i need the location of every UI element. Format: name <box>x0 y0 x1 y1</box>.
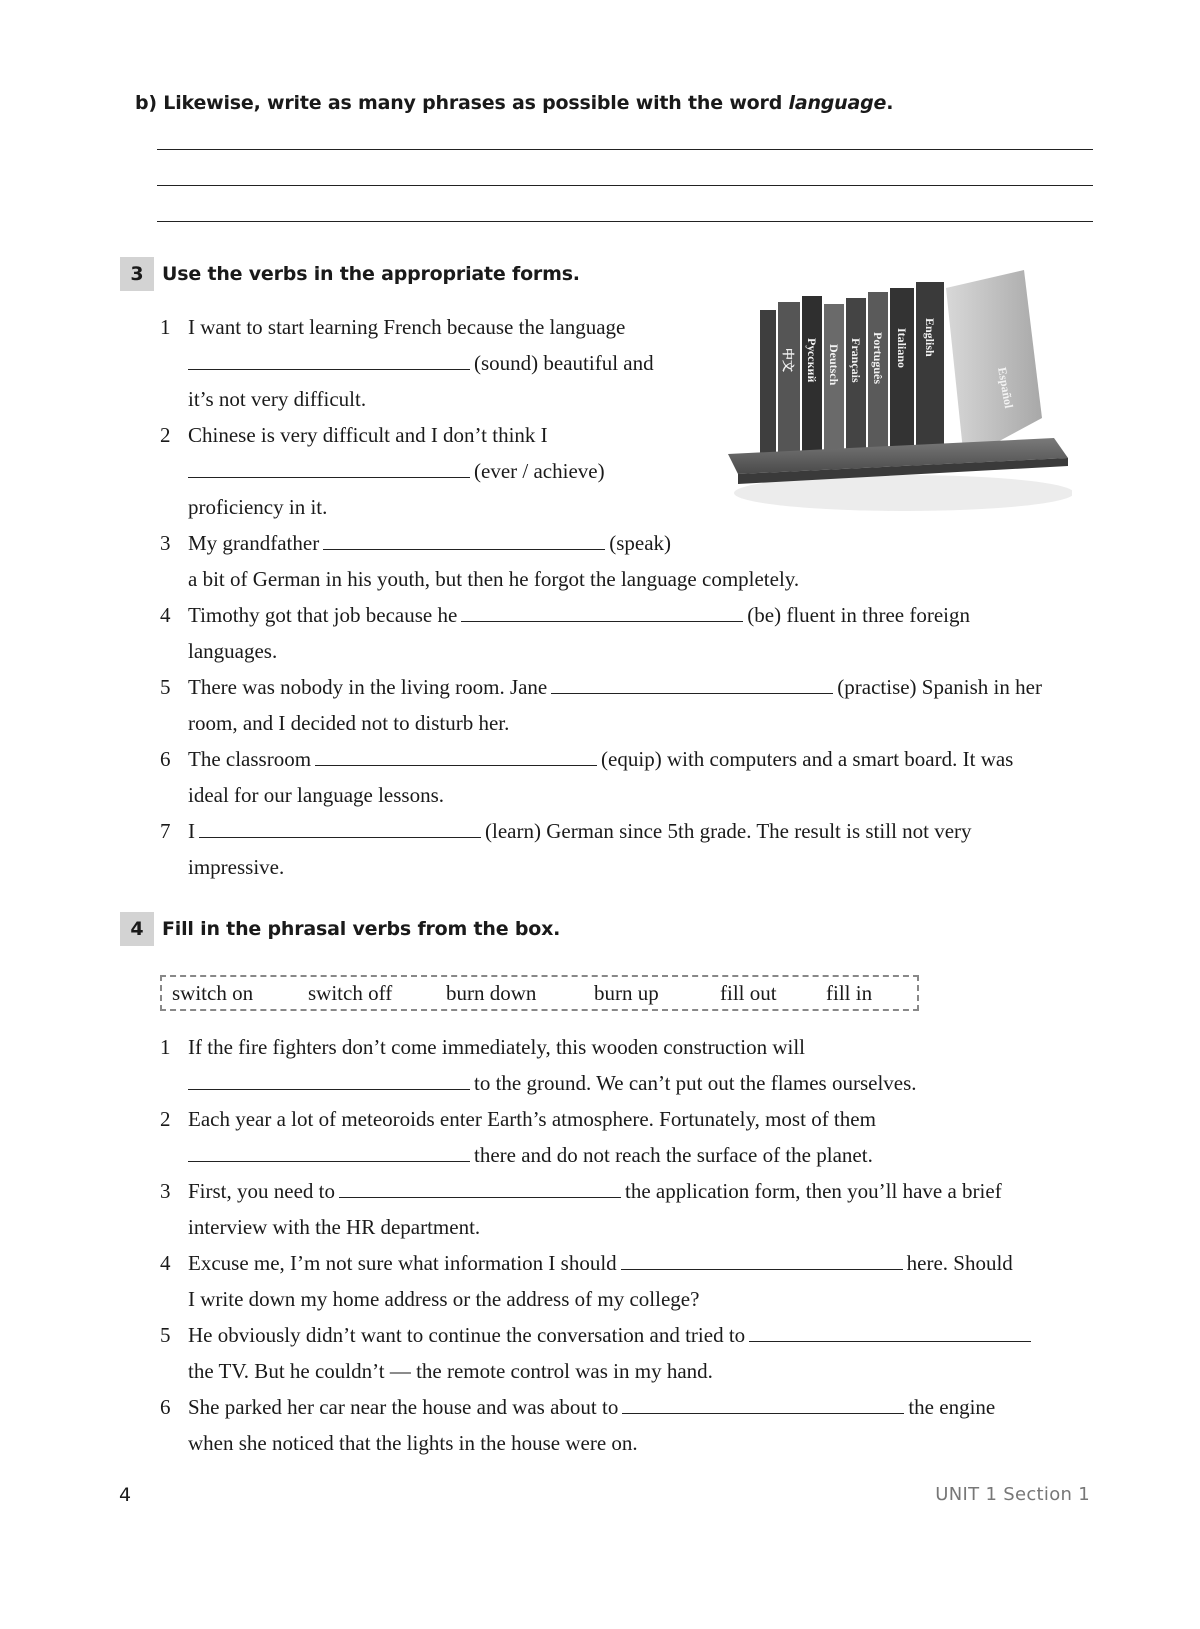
exercise-4-title: Fill in the phrasal verbs from the box. <box>162 918 561 940</box>
ex3-item5-line1 <box>188 675 1042 699</box>
spine-label: Русский <box>805 338 819 383</box>
unit-section-label: UNIT 1 Section 1 <box>935 1484 1090 1505</box>
answer-blank[interactable] <box>339 1197 621 1198</box>
answer-blank[interactable] <box>323 549 605 550</box>
box-word: fill in <box>826 981 873 1005</box>
exercise-3-number: 3 <box>120 257 154 291</box>
task-b-heading <box>135 92 893 114</box>
write-line-2[interactable] <box>157 185 1093 186</box>
ex3-item3-line1 <box>188 531 671 555</box>
answer-blank[interactable] <box>461 621 743 622</box>
answer-blank[interactable] <box>315 765 597 766</box>
ex4-item1-line1: If the fire fighters don’t come immediately, this wooden construction will <box>188 1035 806 1059</box>
answer-blank[interactable] <box>551 693 833 694</box>
sentence-text: Timothy got that job because he <box>188 603 458 627</box>
ex3-item2-line3: proficiency in it. <box>188 495 328 519</box>
ex3-item1-line2 <box>188 351 654 375</box>
ex3-item4-line1 <box>188 603 970 627</box>
ex3-item6-line2: ideal for our language lessons. <box>188 783 445 807</box>
ex4-item4-line2: I write down my home address or the address of my college? <box>188 1287 700 1311</box>
task-b-suffix: . <box>886 92 894 114</box>
book-spine <box>890 288 914 460</box>
answer-blank[interactable] <box>199 837 481 838</box>
verb-hint: (ever / achieve) <box>474 459 605 483</box>
ex3-item-number: 6 <box>160 747 171 771</box>
box-word: switch off <box>308 981 393 1005</box>
ex4-item3-line2: interview with the HR department. <box>188 1215 481 1239</box>
ex3-item-number: 5 <box>160 675 171 699</box>
sentence-text: here. Should <box>906 1251 1013 1275</box>
ex4-item2-line1: Each year a lot of meteoroids enter Earth’s atmosphere. Fortunately, most of them <box>188 1107 876 1131</box>
book-spine <box>946 270 1042 460</box>
phrasal-verbs-box <box>160 975 919 1011</box>
sentence-text: The classroom <box>188 747 312 771</box>
bookshelf-illustration <box>724 268 1072 514</box>
verb-hint: (sound) beautiful and <box>474 351 654 375</box>
sentence-text: I <box>188 819 195 843</box>
sentence-text: there and do not reach the surface of the planet. <box>474 1143 873 1167</box>
answer-blank[interactable] <box>188 1161 470 1162</box>
sentence-text: First, you need to <box>188 1179 335 1203</box>
spine-label: English <box>923 318 937 357</box>
box-word: burn down <box>446 981 537 1005</box>
answer-blank[interactable] <box>188 1089 470 1090</box>
ex4-item-number: 5 <box>160 1323 171 1347</box>
ex3-item-number: 2 <box>160 423 171 447</box>
spine-label: Italiano <box>895 328 909 369</box>
book-spine <box>760 310 776 460</box>
ex4-item3-line1 <box>188 1179 1002 1203</box>
verb-hint: (practise) Spanish in her <box>837 675 1042 699</box>
book-spine <box>778 302 800 460</box>
ex4-item6-line2: when she noticed that the lights in the house were on. <box>188 1431 638 1455</box>
spine-label: Español <box>995 366 1017 410</box>
write-line-1[interactable] <box>157 149 1093 150</box>
sentence-text: to the ground. We can’t put out the flames ourselves. <box>474 1071 917 1095</box>
exercise-4-header <box>120 912 560 946</box>
ex3-item7-line1 <box>188 819 972 843</box>
ex4-item-number: 2 <box>160 1107 171 1131</box>
verb-hint: (be) fluent in three foreign <box>747 603 971 627</box>
verb-hint: (speak) <box>609 531 672 555</box>
ex3-item4-line2: languages. <box>188 639 278 663</box>
ex3-item6-line1 <box>188 747 1013 771</box>
exercise-3-title: Use the verbs in the appropriate forms. <box>162 263 580 285</box>
ex3-item5-line2: room, and I decided not to disturb her. <box>188 711 510 735</box>
exercise-3-header <box>120 257 580 291</box>
sentence-text: Excuse me, I’m not sure what information I should <box>188 1251 617 1275</box>
ex4-item-number: 4 <box>160 1251 171 1275</box>
answer-blank[interactable] <box>621 1269 903 1270</box>
ex4-item-number: 6 <box>160 1395 171 1419</box>
ex3-item7-line2: impressive. <box>188 855 285 879</box>
ex4-item5-line1 <box>188 1323 1035 1347</box>
ex3-item-number: 7 <box>160 819 171 843</box>
box-word: fill out <box>720 981 777 1005</box>
ex3-item-number: 3 <box>160 531 171 555</box>
ex3-item-number: 4 <box>160 603 171 627</box>
sentence-text: She parked her car near the house and was about to <box>188 1395 619 1419</box>
sentence-text: the application form, then you’ll have a brief <box>625 1179 1002 1203</box>
answer-blank[interactable] <box>622 1413 904 1414</box>
ex4-item4-line1 <box>188 1251 1013 1275</box>
ex3-item1-line3: it’s not very difficult. <box>188 387 367 411</box>
ex3-item-number: 1 <box>160 315 171 339</box>
ex4-item1-line2 <box>188 1071 917 1095</box>
verb-hint: (equip) with computers and a smart board. It was <box>601 747 1014 771</box>
box-word: burn up <box>594 981 659 1005</box>
sentence-text: My grandfather <box>188 531 320 555</box>
task-b-text: b) Likewise, write as many phrases as possible with the word <box>135 92 789 114</box>
ex4-item5-line2: the TV. But he couldn’t — the remote control was in my hand. <box>188 1359 713 1383</box>
spine-label: Português <box>871 332 885 384</box>
ex4-item2-line2 <box>188 1143 873 1167</box>
spine-label: Français <box>849 338 863 383</box>
ex3-item2-line2 <box>188 459 605 483</box>
task-b-keyword: language <box>788 92 887 114</box>
book-spine <box>916 282 944 460</box>
sentence-text: There was nobody in the living room. Jane <box>188 675 548 699</box>
ex4-item6-line1 <box>188 1395 995 1419</box>
box-word: switch on <box>172 981 254 1005</box>
ex3-item2-line1: Chinese is very difficult and I don’t think I <box>188 423 548 447</box>
verb-hint: (learn) German since 5th grade. The result is still not very <box>485 819 972 843</box>
answer-blank[interactable] <box>188 477 470 478</box>
answer-blank[interactable] <box>188 369 470 370</box>
ex4-item-number: 1 <box>160 1035 171 1059</box>
spine-label: 中文 <box>781 348 795 373</box>
exercise-4-number: 4 <box>120 912 154 946</box>
answer-blank[interactable] <box>749 1341 1031 1342</box>
ex3-item3-line2: a bit of German in his youth, but then he forgot the language completely. <box>188 567 800 591</box>
ex4-item-number: 3 <box>160 1179 171 1203</box>
ex3-item1-line1: I want to start learning French because the language <box>188 315 626 339</box>
spine-label: Deutsch <box>827 344 841 386</box>
page-number: 4 <box>119 1484 132 1506</box>
sentence-text: the engine <box>908 1395 996 1419</box>
write-line-3[interactable] <box>157 221 1093 222</box>
sentence-text: He obviously didn’t want to continue the conversation and tried to <box>188 1323 746 1347</box>
